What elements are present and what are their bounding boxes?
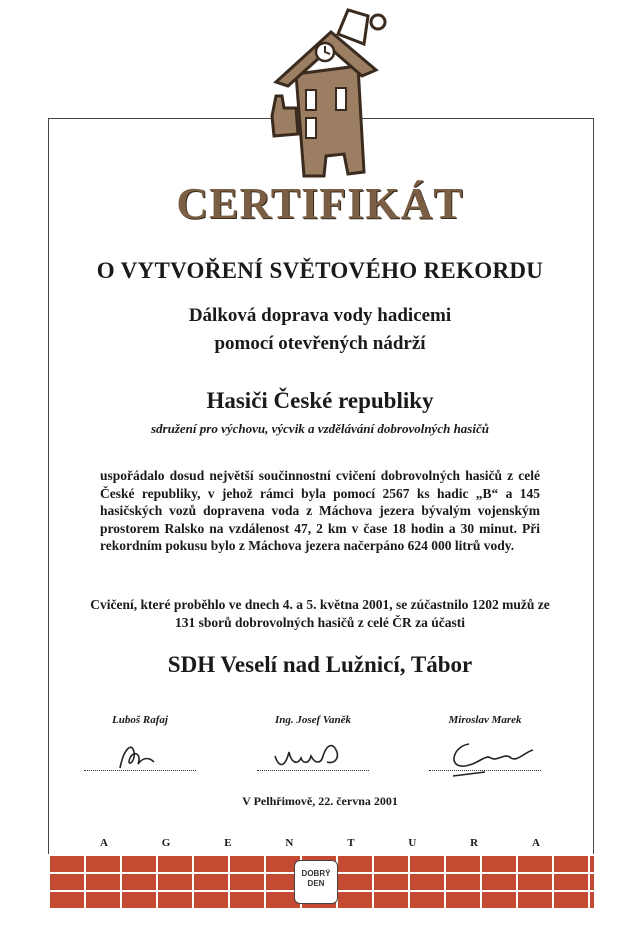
house-mascot-logo-icon — [226, 4, 416, 186]
agency-letter: A — [100, 837, 108, 849]
subtitle-line-1: Dálková doprava vody hadicemi — [188, 305, 452, 326]
agency-letter: G — [161, 837, 171, 849]
agency-label — [100, 837, 540, 849]
certificate-headline: O VYTVOŘENÍ SVĚTOVÉHO REKORDU — [96, 258, 544, 283]
certificate-body-text: uspořádalo dosud největší součinnostní cvičení dobrovolných hasičů z celé České republiky, v jehož rámci byla pomocí 2567 ks hadic „B“ a 145 hasičských vozů dopravena voda z Máchova jezera bývalým vojenským prostorem Ralsko na vzdálenost 47, 2 km v čase 18 hodin a 30 minut. Při rekordním pokusu bylo z Máchova jezera načerpáno 624 000 litrů vody. — [100, 468, 540, 553]
certificate-subtitle — [60, 302, 580, 358]
agency-letter: U — [408, 837, 417, 849]
signature-block-1 — [80, 714, 200, 726]
dobry-den-badge-icon — [294, 860, 338, 904]
place-date: V Pelhřimově, 22. června 2001 — [242, 794, 398, 808]
signature-line — [257, 770, 369, 771]
badge-line-1: DOBRÝ — [301, 869, 331, 878]
organization-subtitle: sdružení pro výchovu, výcvik a vzdělávání dobrovolných hasičů — [151, 421, 489, 436]
organization-name: Hasiči České republiky — [206, 388, 434, 413]
agency-letter: A — [531, 837, 540, 849]
participation-text: Cvičení, které proběhlo ve dnech 4. a 5. května 2001, se zúčastnilo 1202 mužů ze 131 sborů dobrovolných hasičů z celé ČR za účasti — [90, 597, 550, 630]
agency-letter: E — [224, 837, 232, 849]
signatory-name: Ing. Josef Vaněk — [274, 714, 352, 726]
badge-line-2: DEN — [307, 879, 325, 888]
signature-line — [429, 770, 541, 771]
signatory-name: Miroslav Marek — [448, 714, 522, 726]
signature-line — [84, 770, 196, 771]
recipient-name: SDH Veselí nad Lužnicí, Tábor — [167, 652, 473, 677]
agency-letter: R — [470, 837, 479, 849]
agency-letter: N — [285, 837, 294, 849]
signature-block-3 — [425, 714, 545, 726]
certificate-title: CERTIFIKÁT — [176, 179, 464, 228]
agency-letter: T — [347, 837, 355, 849]
signature-block-2 — [253, 714, 373, 726]
subtitle-line-2: pomocí otevřených nádrží — [214, 333, 426, 354]
signatory-name: Luboš Rafaj — [112, 714, 168, 726]
